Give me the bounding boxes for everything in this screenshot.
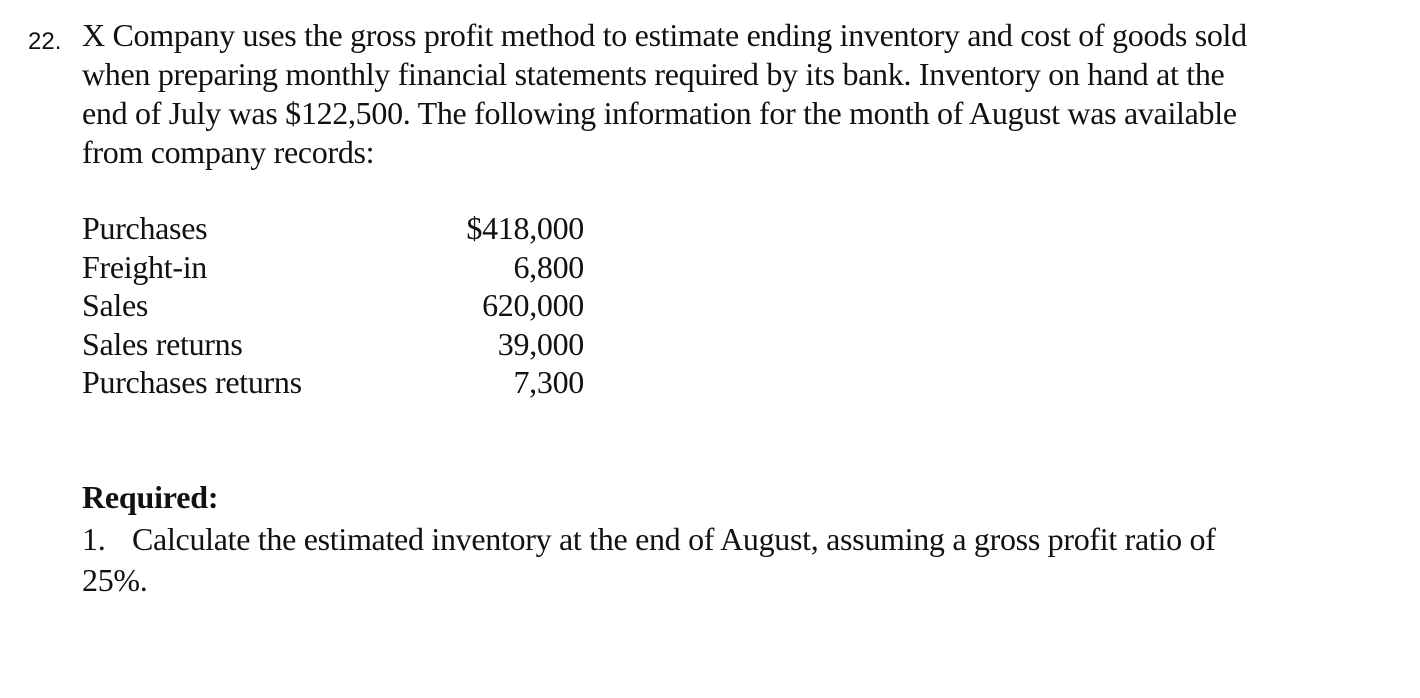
record-value: 7,300 [513, 364, 584, 400]
record-value: 620,000 [482, 287, 584, 323]
record-label: Purchases returns [82, 364, 302, 400]
company-records-list [82, 209, 592, 402]
question-number: 22. [28, 28, 62, 55]
record-row-sales [82, 286, 592, 325]
requirement-line [82, 519, 1382, 560]
record-value: 39,000 [497, 325, 584, 362]
requirement-number: 1. [82, 521, 106, 557]
record-row-purchases [82, 209, 592, 248]
stem-line: end of July was $122,500. The following information for the month of August was available [82, 95, 1237, 131]
stem-line: from company records: [82, 134, 375, 170]
question-stem [82, 16, 1382, 172]
record-value: 6,800 [513, 248, 584, 285]
requirement-line: 25%. [82, 562, 148, 598]
record-row-purchases-returns [82, 363, 592, 402]
record-row-freight-in [82, 248, 592, 287]
record-label: Sales [82, 287, 149, 323]
record-value: $418,000 [466, 210, 584, 246]
required-heading: Required: [82, 479, 219, 515]
stem-line: when preparing monthly financial statements required by its bank. Inventory on hand at the [82, 56, 1225, 92]
requirement-item [82, 519, 1382, 601]
record-label: Purchases [82, 210, 208, 246]
record-row-sales-returns [82, 325, 592, 364]
stem-line: X Company uses the gross profit method to estimate ending inventory and cost of goods sold [82, 17, 1247, 53]
record-label: Sales returns [82, 325, 243, 362]
requirement-text: Calculate the estimated inventory at the end of August, assuming a gross profit ratio of [132, 521, 1216, 557]
record-label: Freight-in [82, 248, 207, 285]
